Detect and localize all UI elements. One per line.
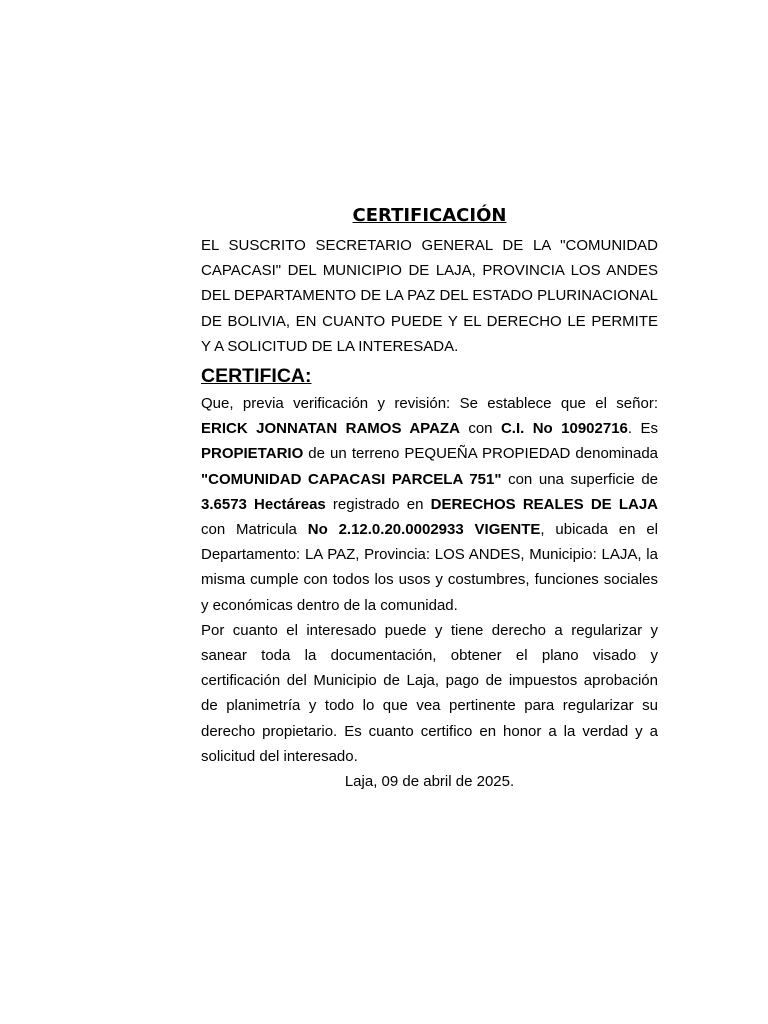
body-text: con una superficie de <box>501 470 658 488</box>
body-text: Que, previa verificación y revisión: Se establece que el señor: <box>201 395 658 413</box>
certifica-heading: CERTIFICA: <box>201 365 312 388</box>
body-text: de un terreno PEQUEÑA PROPIEDAD denominada <box>303 445 658 463</box>
body-text: registrado en <box>325 495 431 513</box>
ownership-status: PROPIETARIO <box>201 445 304 463</box>
closing-paragraph: Por cuanto el interesado puede y tiene derecho a regularizar y sanear toda la documentación, obtener el plano visado y certificación del Municipio de Laja, pago de impuestos aprobación de planimetría y todo lo que vea pertinente para regularizar su derecho propietario. Es cuanto certifico en honor a la verdad y a solicitud del interesado. <box>201 621 658 765</box>
id-number: C.I. No 10902716 <box>500 420 628 438</box>
body-text: . Es <box>627 420 658 438</box>
body-text: con Matricula <box>201 521 308 539</box>
registry-office: DERECHOS REALES DE LAJA <box>430 495 659 513</box>
certification-body <box>201 391 658 618</box>
parcel-area: 3.6573 Hectáreas <box>201 495 326 513</box>
owner-name: ERICK JONNATAN RAMOS APAZA <box>201 420 460 438</box>
registration-number: No 2.12.0.20.0002933 VIGENTE <box>307 521 541 539</box>
document-content <box>201 203 658 794</box>
intro-paragraph: EL SUSCRITO SECRETARIO GENERAL DE LA "COMUNIDAD CAPACASI" DEL MUNICIPIO DE LAJA, PROVINCIA LOS ANDES DEL DEPARTAMENTO DE LA PAZ DEL ESTADO PLURINACIONAL DE BOLIVIA, EN CUANTO PUEDE Y EL DERECHO LE PERMITE Y A SOLICITUD DE LA INTERESADA. <box>201 237 658 355</box>
parcel-name: "COMUNIDAD CAPACASI PARCELA 751" <box>201 470 502 488</box>
body-text: , ubicada en el Departamento: LA PAZ, Provincia: LOS ANDES, Municipio: LAJA, la misma cumple con todos los usos y costumbres, funciones sociales y económicas dentro de la comunidad. <box>201 521 658 614</box>
body-text: con <box>459 420 501 438</box>
document-title: CERTIFICACIÓN <box>352 205 507 226</box>
date-line: Laja, 09 de abril de 2025. <box>344 773 515 791</box>
